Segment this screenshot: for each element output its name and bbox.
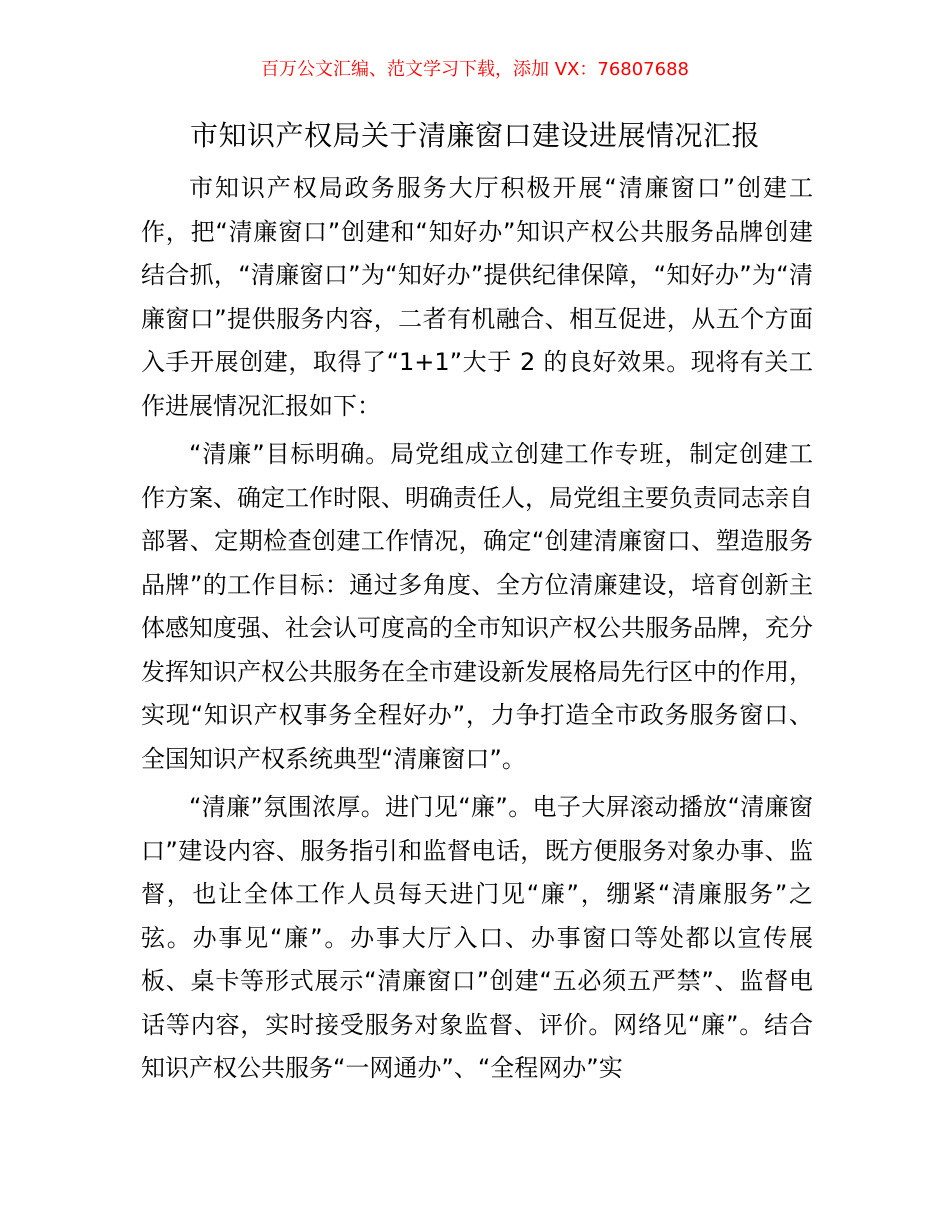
header-banner: 百万公文汇编、范文学习下载，添加 VX：76807688 [261,59,689,80]
paragraph-intro: 市知识产权局政务服务大厅积极开展“清廉窗口”创建工作，把“清廉窗口”创建和“知好办”知识产权公共服务品牌创建结合抓，“清廉窗口”为“知好办”提供纪律保障，“知好办”为“清廉窗口”提供服务内容，二者有机融合、相互促进，从五个方面入手开展创建，取得了“1+1”大于 2 的良好效果。现将有关工作进展情况汇报如下： [141,174,813,420]
paragraph-goal: “清廉”目标明确。局党组成立创建工作专班，制定创建工作方案、确定工作时限、明确责任人，局党组主要负责同志亲自部署、定期检查创建工作情况，确定“创建清廉窗口、塑造服务品牌”的工作目标：通过多角度、全方位清廉建设，培育创新主体感知度强、社会认可度高的全市知识产权公共服务品牌，充分发挥知识产权公共服务在全市建设新发展格局先行区中的作用，实现“知识产权事务全程好办”，力争打造全市政务服务窗口、全国知识产权系统典型“清廉窗口”。 [141,440,813,773]
document-body [141,167,813,1096]
paragraph-atmosphere: “清廉”氛围浓厚。进门见“廉”。电子大屏滚动播放“清廉窗口”建设内容、服务指引和监督电话，既方便服务对象办事、监督，也让全体工作人员每天进门见“廉”，绷紧“清廉服务”之弦。办事见“廉”。办事大厅入口、办事窗口等处都以宣传展板、桌卡等形式展示“清廉窗口”创建“五必须五严禁”、监督电话等内容，实时接受服务对象监督、评价。网络见“廉”。结合知识产权公共服务“一网通办”、“全程网办”实 [141,793,813,1082]
document-title: 市知识产权局关于清廉窗口建设进展情况汇报 [189,119,760,152]
